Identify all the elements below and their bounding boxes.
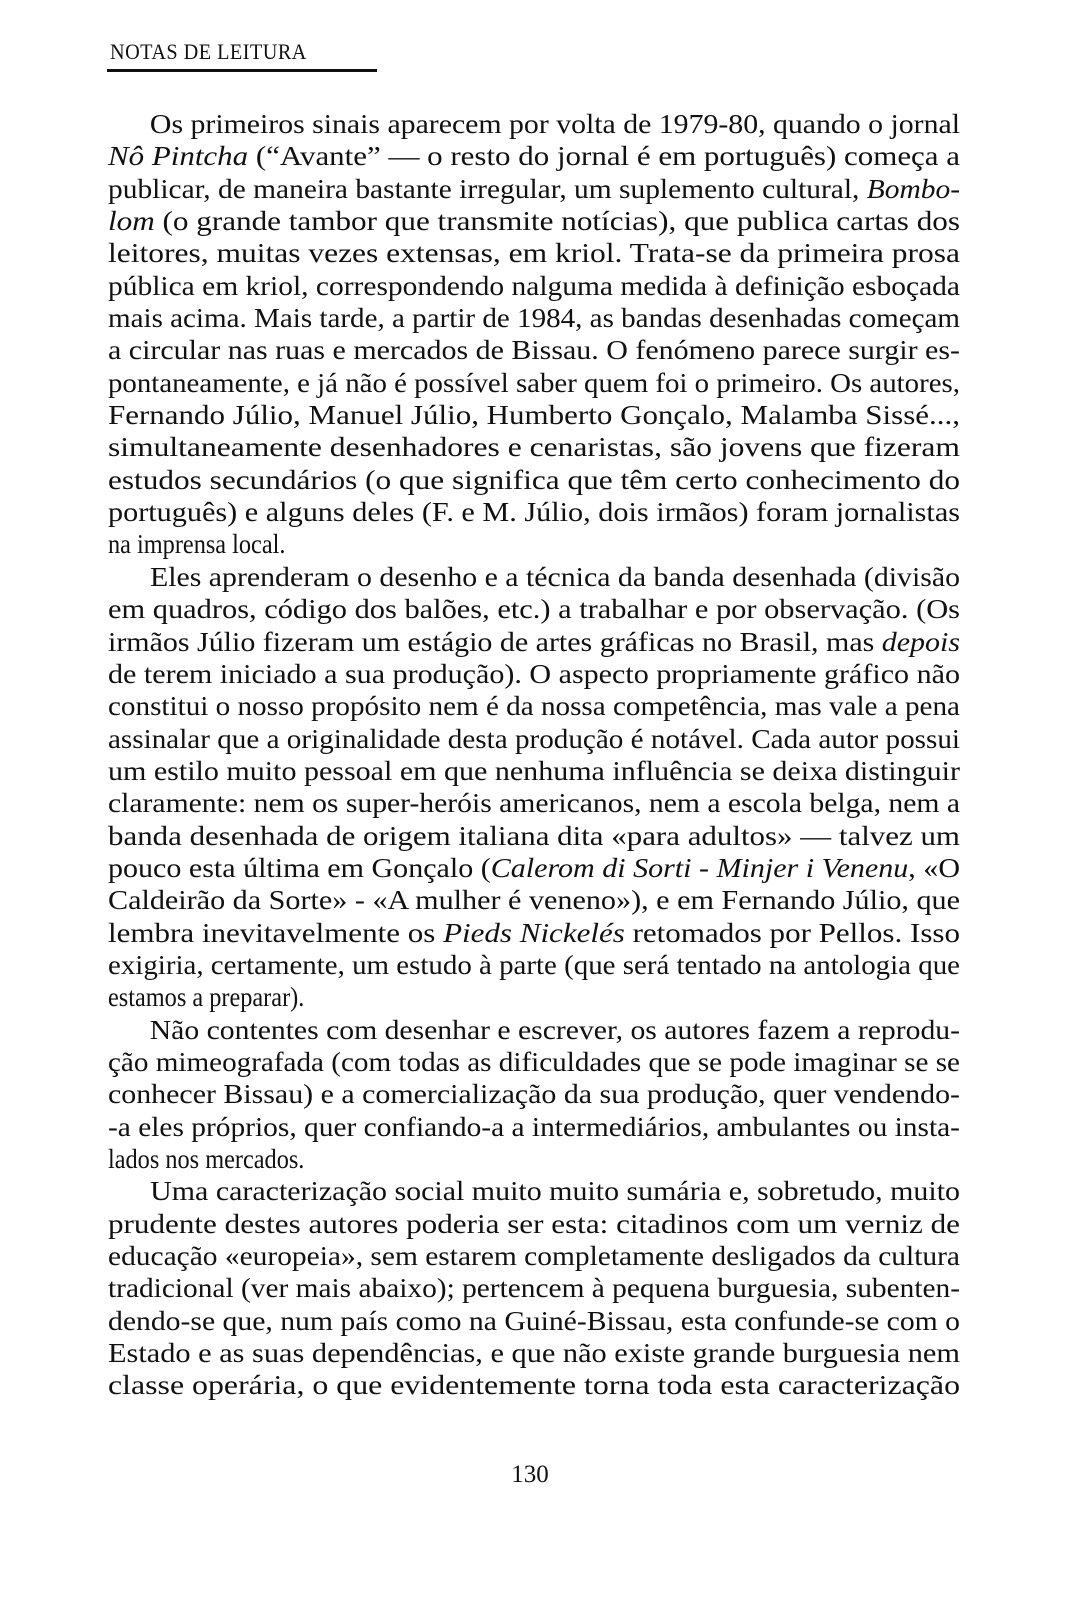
text-run: português) e alguns deles (F. e M. Júlio, dois irmãos) foram jornalistas [108,497,960,528]
text-run: Estado e as suas dependências, e que não existe grande burguesia nem [108,1338,960,1369]
page-number: 130 [511,1461,549,1488]
text-run: simultaneamente desenhadores e cenaristas, são jovens que fizeram [108,432,960,463]
text-run: pouco esta última em Gonçalo ( [108,852,491,883]
text-line [108,1143,960,1175]
text-run: pública em kriol, correspondendo nalguma medida à definição esboçada [108,270,960,301]
text-line [108,173,960,205]
text-line [108,690,960,722]
text-run: na imprensa local. [108,529,286,560]
text-run: Caldeirão da Sorte» - «A mulher é veneno»), e em Fernando Júlio, que [108,885,960,916]
text-run: Fernando Júlio, Manuel Júlio, Humberto Gonçalo, Malamba Sissé..., [108,400,960,431]
body-text [108,108,960,1402]
text-line [108,1369,960,1401]
text-line [108,528,960,560]
text-run: irmãos Júlio fizeram um estágio de artes gráficas no Brasil, mas [108,626,882,657]
text-line [108,626,960,658]
text-line [108,496,960,528]
text-line [108,399,960,431]
text-line [108,723,960,755]
text-run: leitores, muitas vezes extensas, em kriol. Trata-se da primeira prosa [108,238,960,269]
text-run: prudente destes autores poderia ser esta: citadinos com um verniz de [108,1208,960,1239]
text-line [108,367,960,399]
text-run: lados nos mercados. [108,1144,305,1174]
text-run: claramente: nem os super-heróis americanos, nem a escola belga, nem a [108,788,960,819]
text-line [108,1337,960,1369]
italic-title: depois [881,626,960,657]
italic-title: Pieds Nickelés [443,917,625,948]
text-line [108,1111,960,1143]
text-run: educação «europeia», sem estarem completamente desligados da cultura [108,1241,960,1272]
text-run: (o grande tambor que transmite notícias), que publica cartas dos [154,206,960,237]
text-line [108,755,960,787]
italic-title: Bombo- [866,173,961,204]
text-run: Não contentes com desenhar e escrever, os autores fazem a reprodu- [149,1014,960,1045]
text-run: retomados por Pellos. Isso [624,917,960,948]
text-run: dendo-se que, num país como na Guiné-Bissau, esta confunde-se com o [108,1305,960,1336]
text-run: Uma caracterização social muito muito sumária e, sobretudo, muito [150,1176,960,1207]
text-line [108,1208,960,1240]
text-line [108,949,960,981]
text-run: estamos a preparar). [108,982,305,1013]
text-run: pontaneamente, e já não é possível saber quem foi o primeiro. Os autores, [108,367,960,398]
text-line [108,820,960,852]
text-run: tradicional (ver mais abaixo); pertencem à pequena burguesia, subenten- [108,1273,961,1304]
text-line [108,237,960,269]
text-line [108,1046,960,1078]
text-run: banda desenhada de origem italiana dita «para adultos» — talvez um [108,820,960,851]
text-run: um estilo muito pessoal em que nenhuma influência se deixa distinguir [108,755,960,786]
text-run: assinalar que a originalidade desta produção é notável. Cada autor possui [108,723,960,754]
paragraph-first-line [108,108,960,140]
text-line [108,270,960,302]
running-head-rule [107,69,377,72]
text-run: ção mimeografada (com todas as dificuldades que se pode imaginar se se [108,1046,960,1077]
paragraph-first-line [108,561,960,593]
text-run: (“Avante” — o resto do jornal é em português) começa a [248,141,961,172]
text-line [108,1272,960,1304]
text-run: mais acima. Mais tarde, a partir de 1984, as bandas desenhadas começam [108,303,960,334]
text-line [108,593,960,625]
text-run: -a eles próprios, quer confiando-a a intermediários, ambulantes ou insta- [108,1111,960,1142]
italic-title: Calerom di Sorti - Minjer i Venenu [490,852,909,883]
italic-title: Nô Pintcha [108,141,249,172]
text-run: de terem iniciado a sua produção). O aspecto propriamente gráfico não [108,658,961,689]
text-run: constitui o nosso propósito nem é da nossa competência, mas vale a pena [108,691,960,722]
text-run: , «O [908,852,961,883]
text-line [108,884,960,916]
paragraph-first-line [108,1014,960,1046]
text-line [108,1305,960,1337]
text-line [108,205,960,237]
text-line [108,787,960,819]
text-line [108,981,960,1013]
text-line [108,334,960,366]
text-line [108,1078,960,1110]
text-line [108,464,960,496]
text-line [108,302,960,334]
text-line [108,1240,960,1272]
text-run: classe operária, o que evidentemente torna toda esta caracterização [108,1370,960,1401]
text-run: publicar, de maneira bastante irregular, um suplemento cultural, [108,173,867,204]
text-run: Eles aprenderam o desenho e a técnica da banda desenhada (divisão [149,561,960,592]
text-line [108,431,960,463]
running-head: NOTAS DE LEITURA [110,39,307,64]
text-run: em quadros, código dos balões, etc.) a trabalhar e por observação. (Os [108,594,960,625]
text-run: exigiria, certamente, um estudo à parte (que será tentado na antologia que [108,949,960,980]
text-line [108,917,960,949]
text-line [108,852,960,884]
italic-title: lom [108,206,155,237]
text-run: estudos secundários (o que significa que têm certo conhecimento do [108,464,960,495]
text-run: a circular nas ruas e mercados de Bissau. O fenómeno parece surgir es- [108,335,960,366]
text-run: lembra inevitavelmente os [108,917,444,948]
text-run: conhecer Bissau) e a comercialização da sua produção, quer vendendo- [108,1079,960,1110]
paragraph-first-line [108,1175,960,1207]
text-line [108,658,960,690]
text-run: Os primeiros sinais aparecem por volta de 1979-80, quando o jornal [149,109,960,139]
text-line [108,140,960,172]
